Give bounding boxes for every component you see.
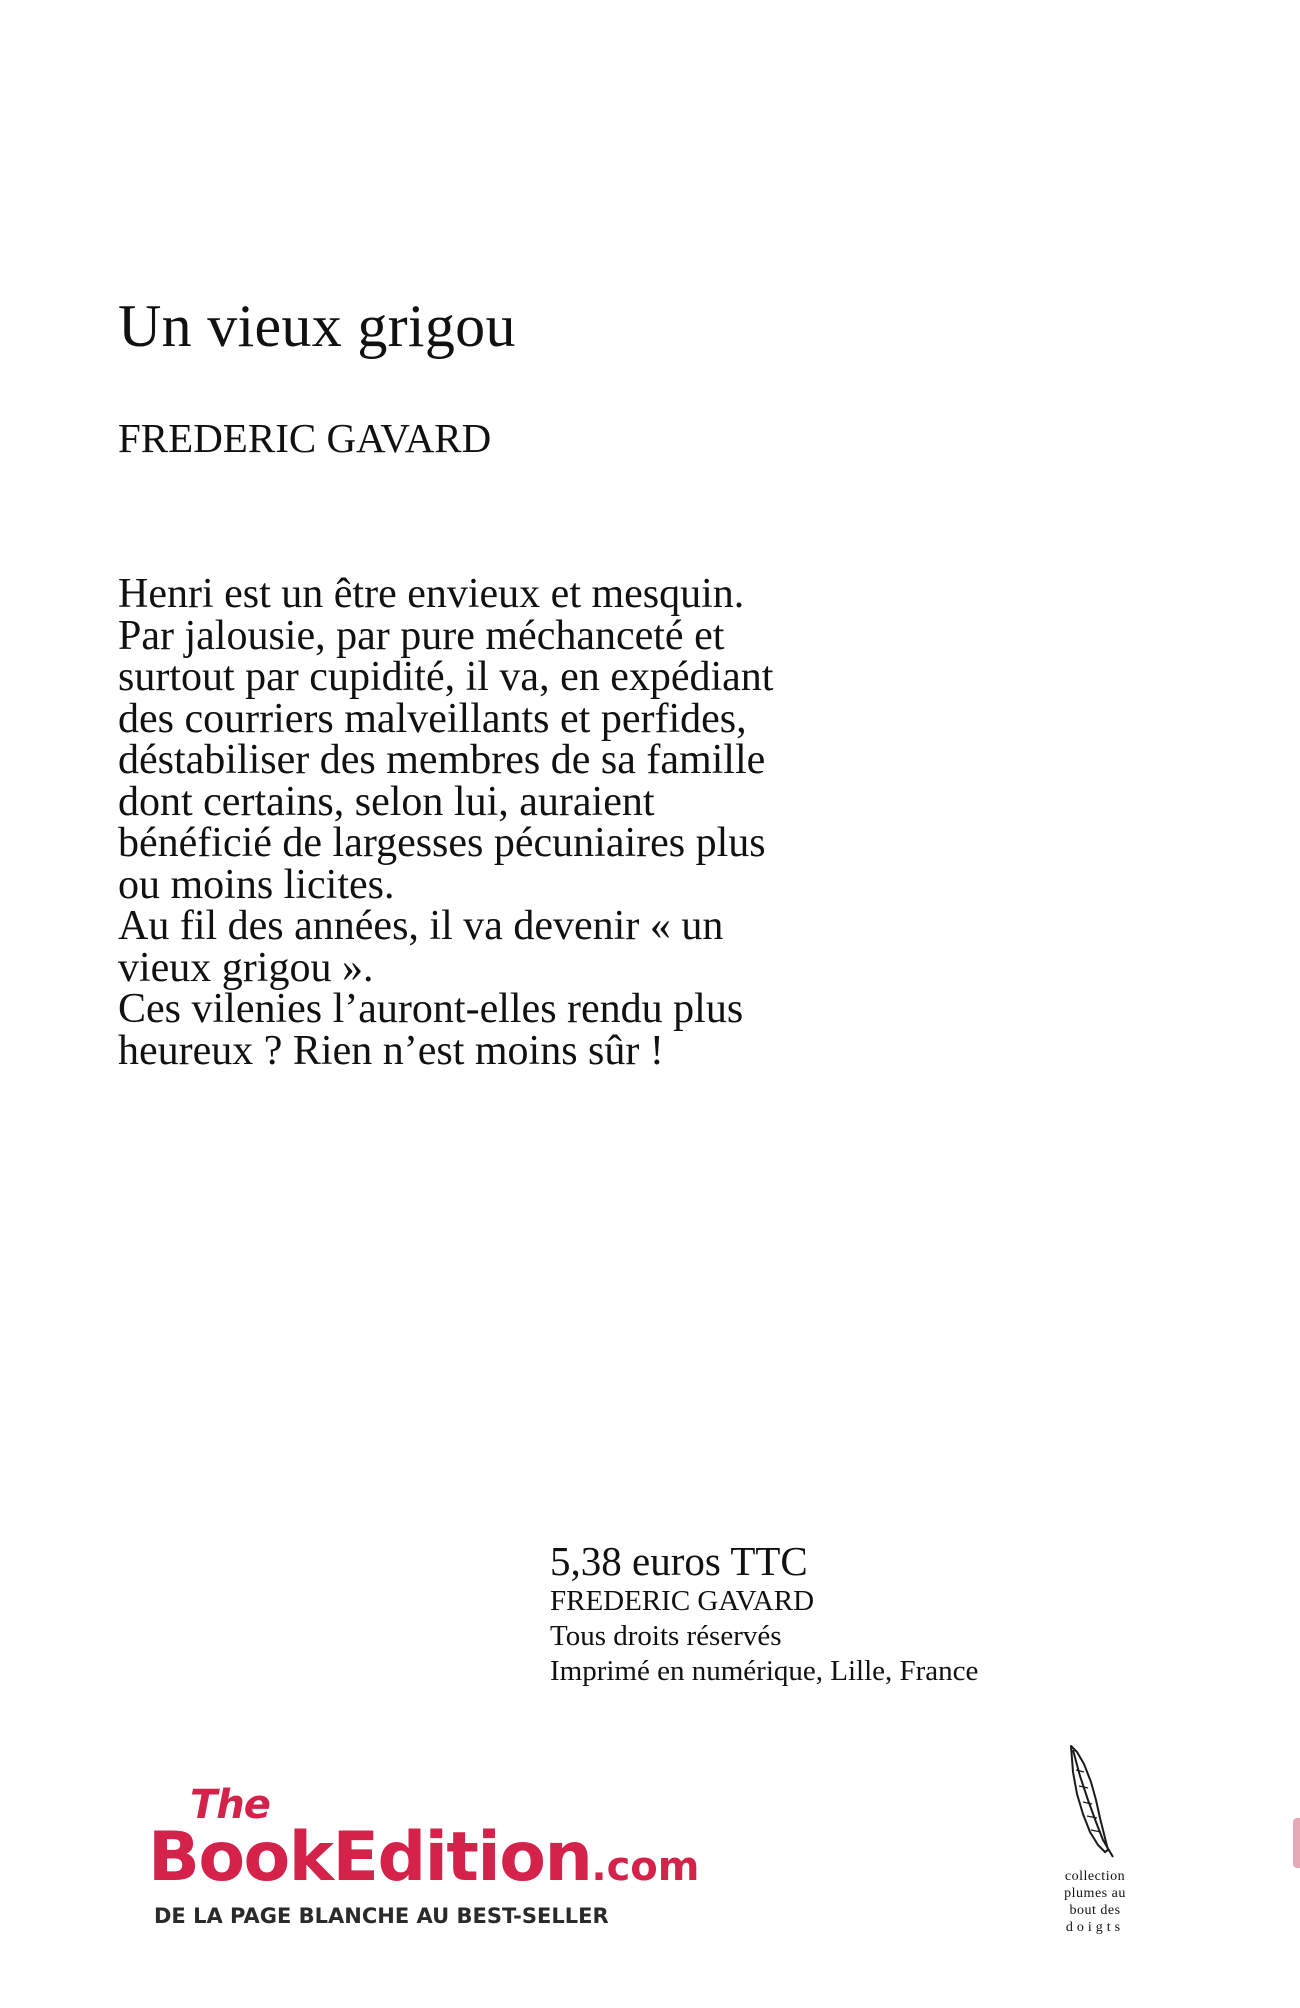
feather-icon [1067,1742,1123,1860]
edge-mark [1293,1818,1300,1868]
blurb-line: ou moins licites. [118,861,395,908]
publication-info [550,1538,978,1689]
back-cover-blurb [118,571,1118,1074]
book-author: FREDERIC GAVARD [118,415,492,461]
blurb-line: Par jalousie, par pure méchanceté et [118,612,725,659]
logo-wordmark [148,1818,699,1897]
blurb-line: heureux ? Rien n’est moins sûr ! [118,1027,664,1074]
blurb-line: surtout par cupidité, il va, en expédiant [118,654,774,700]
collection-line: doigts [1065,1920,1125,1935]
collection-logo [1050,1742,1140,1936]
logo-tld: .com [591,1844,700,1890]
collection-line: bout des [1069,1903,1121,1918]
blurb-line: déstabiliser des membres de sa famille [118,737,766,783]
info-author: FREDERIC GAVARD [550,1585,815,1617]
book-title: Un vieux grigou [118,293,516,359]
blurb-line: vieux grigou ». [118,944,374,991]
logo-name: BookEdition [148,1818,592,1897]
blurb-line: des courriers malveillants et perfides, [118,695,747,742]
logo-tagline: DE LA PAGE BLANCHE AU BEST-SELLER [154,1904,609,1928]
collection-line: collection [1064,1869,1126,1884]
collection-line: plumes au [1064,1886,1126,1901]
blurb-line: dont certains, selon lui, auraient [118,778,655,825]
price: 5,38 euros TTC [550,1538,808,1584]
printing-notice: Imprimé en numérique, Lille, France [550,1655,979,1687]
rights-notice: Tous droits réservés [550,1620,782,1652]
blurb-line: Au fil des années, il va devenir « un [118,903,724,949]
logo-the: The [190,1782,270,1828]
publisher-logo [148,1782,708,1932]
blurb-line: bénéficié de largesses pécuniaires plus [118,820,766,866]
blurb-line: Henri est un être envieux et mesquin. [118,571,745,617]
collection-name [1050,1868,1140,1936]
blurb-line: Ces vilenies l’auront-elles rendu plus [118,986,744,1032]
